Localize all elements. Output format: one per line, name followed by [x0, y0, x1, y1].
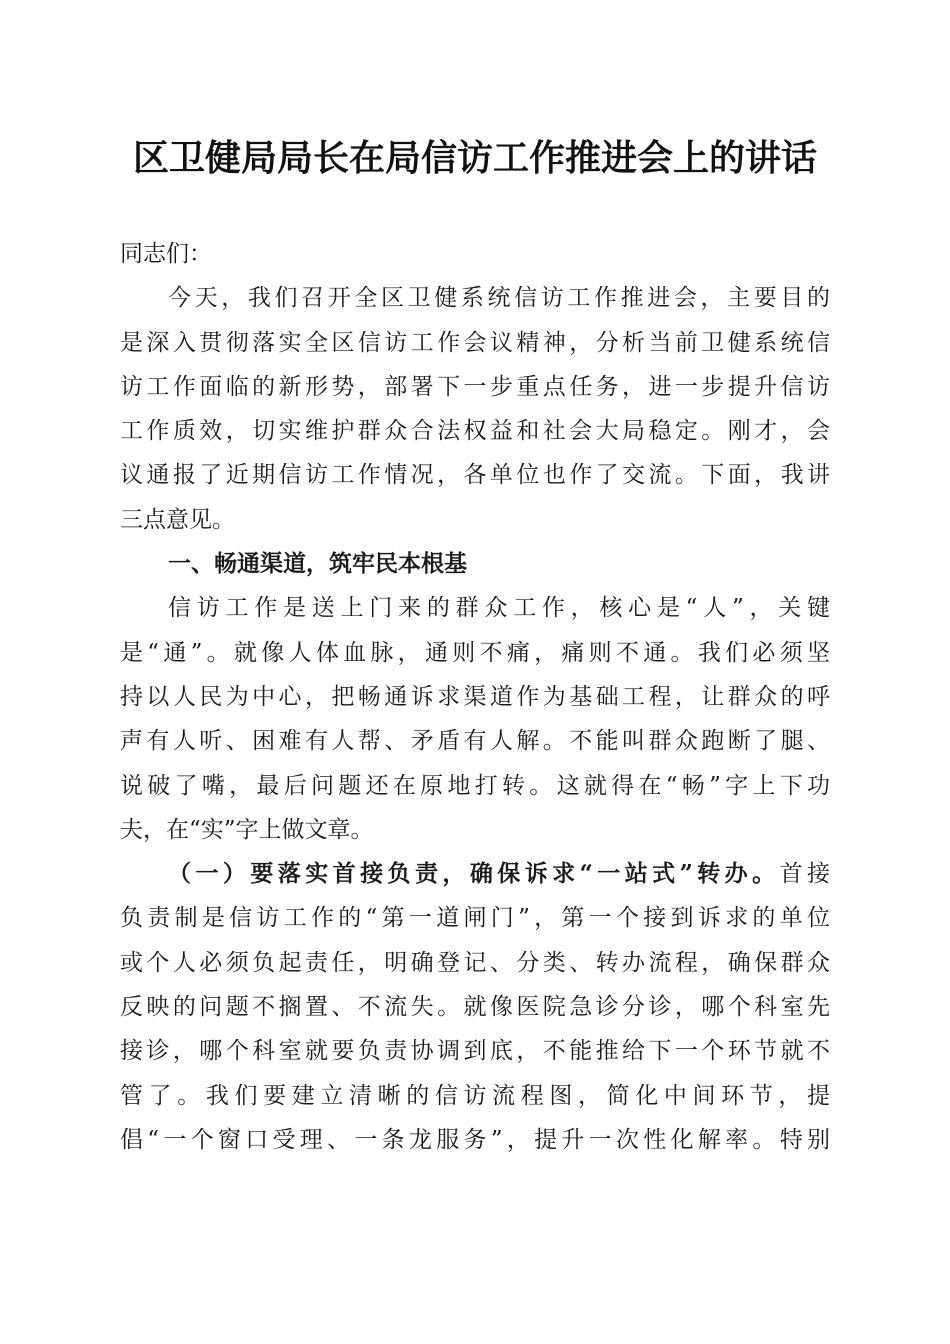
document-title: 区卫健局局长在局信访工作推进会上的讲话 [132, 137, 817, 179]
paragraph-line: 访工作面临的新形势，部署下一步重点任务，进一步提升信访 [120, 373, 830, 400]
paragraph-line: 说破了嘴，最后问题还在原地打转。这就得在“畅”字上下功 [120, 772, 830, 799]
paragraph-line: 今天，我们召开全区卫健系统信访工作推进会，主要目的 [168, 285, 830, 312]
paragraph-line: 三点意见。 [120, 506, 235, 533]
salutation: 同志们： [120, 241, 212, 267]
paragraph-line: 夫，在“实”字上做文章。 [120, 816, 374, 843]
paragraph-line: 管了。我们要建立清晰的信访流程图，简化中间环节，提 [120, 1082, 830, 1109]
subsection-heading: （一）要落实首接负责，确保诉求“一站式”转办。 [168, 860, 780, 888]
paragraph-line: 工作质效，切实维护群众合法权益和社会大局稳定。刚才，会 [120, 418, 830, 445]
paragraph-line-tail: 首接 [779, 861, 830, 888]
paragraph-line: 持以人民为中心，把畅通诉求渠道作为基础工程，让群众的呼 [120, 683, 830, 710]
paragraph-line: 负责制是信访工作的“第一道闸门”，第一个接到诉求的单位 [120, 905, 830, 932]
paragraph-line: 接诊，哪个科室就要负责协调到底，不能推给下一个环节就不 [120, 1038, 830, 1065]
paragraph-line: 倡“一个窗口受理、一条龙服务”，提升一次性化解率。特别 [120, 1126, 830, 1153]
paragraph-line: 或个人必须负起责任，明确登记、分类、转办流程，确保群众 [120, 949, 830, 976]
paragraph-line: 议通报了近期信访工作情况，各单位也作了交流。下面，我讲 [120, 462, 830, 489]
paragraph-line: 声有人听、困难有人帮、矛盾有人解。不能叫群众跑断了腿、 [120, 728, 830, 755]
document-body [120, 232, 830, 1162]
paragraph-line: 是“通”。就像人体血脉，通则不痛，痛则不通。我们必须坚 [120, 639, 830, 666]
section-heading: 一、畅通渠道，筑牢民本根基 [168, 551, 467, 578]
paragraph-line: 信访工作是送上门来的群众工作，核心是“人”，关键 [168, 595, 830, 622]
paragraph-line: 是深入贯彻落实全区信访工作会议精神，分析当前卫健系统信 [120, 329, 830, 356]
paragraph-line: 反映的问题不搁置、不流失。就像医院急诊分诊，哪个科室先 [120, 994, 830, 1021]
paragraph-line [120, 852, 830, 896]
